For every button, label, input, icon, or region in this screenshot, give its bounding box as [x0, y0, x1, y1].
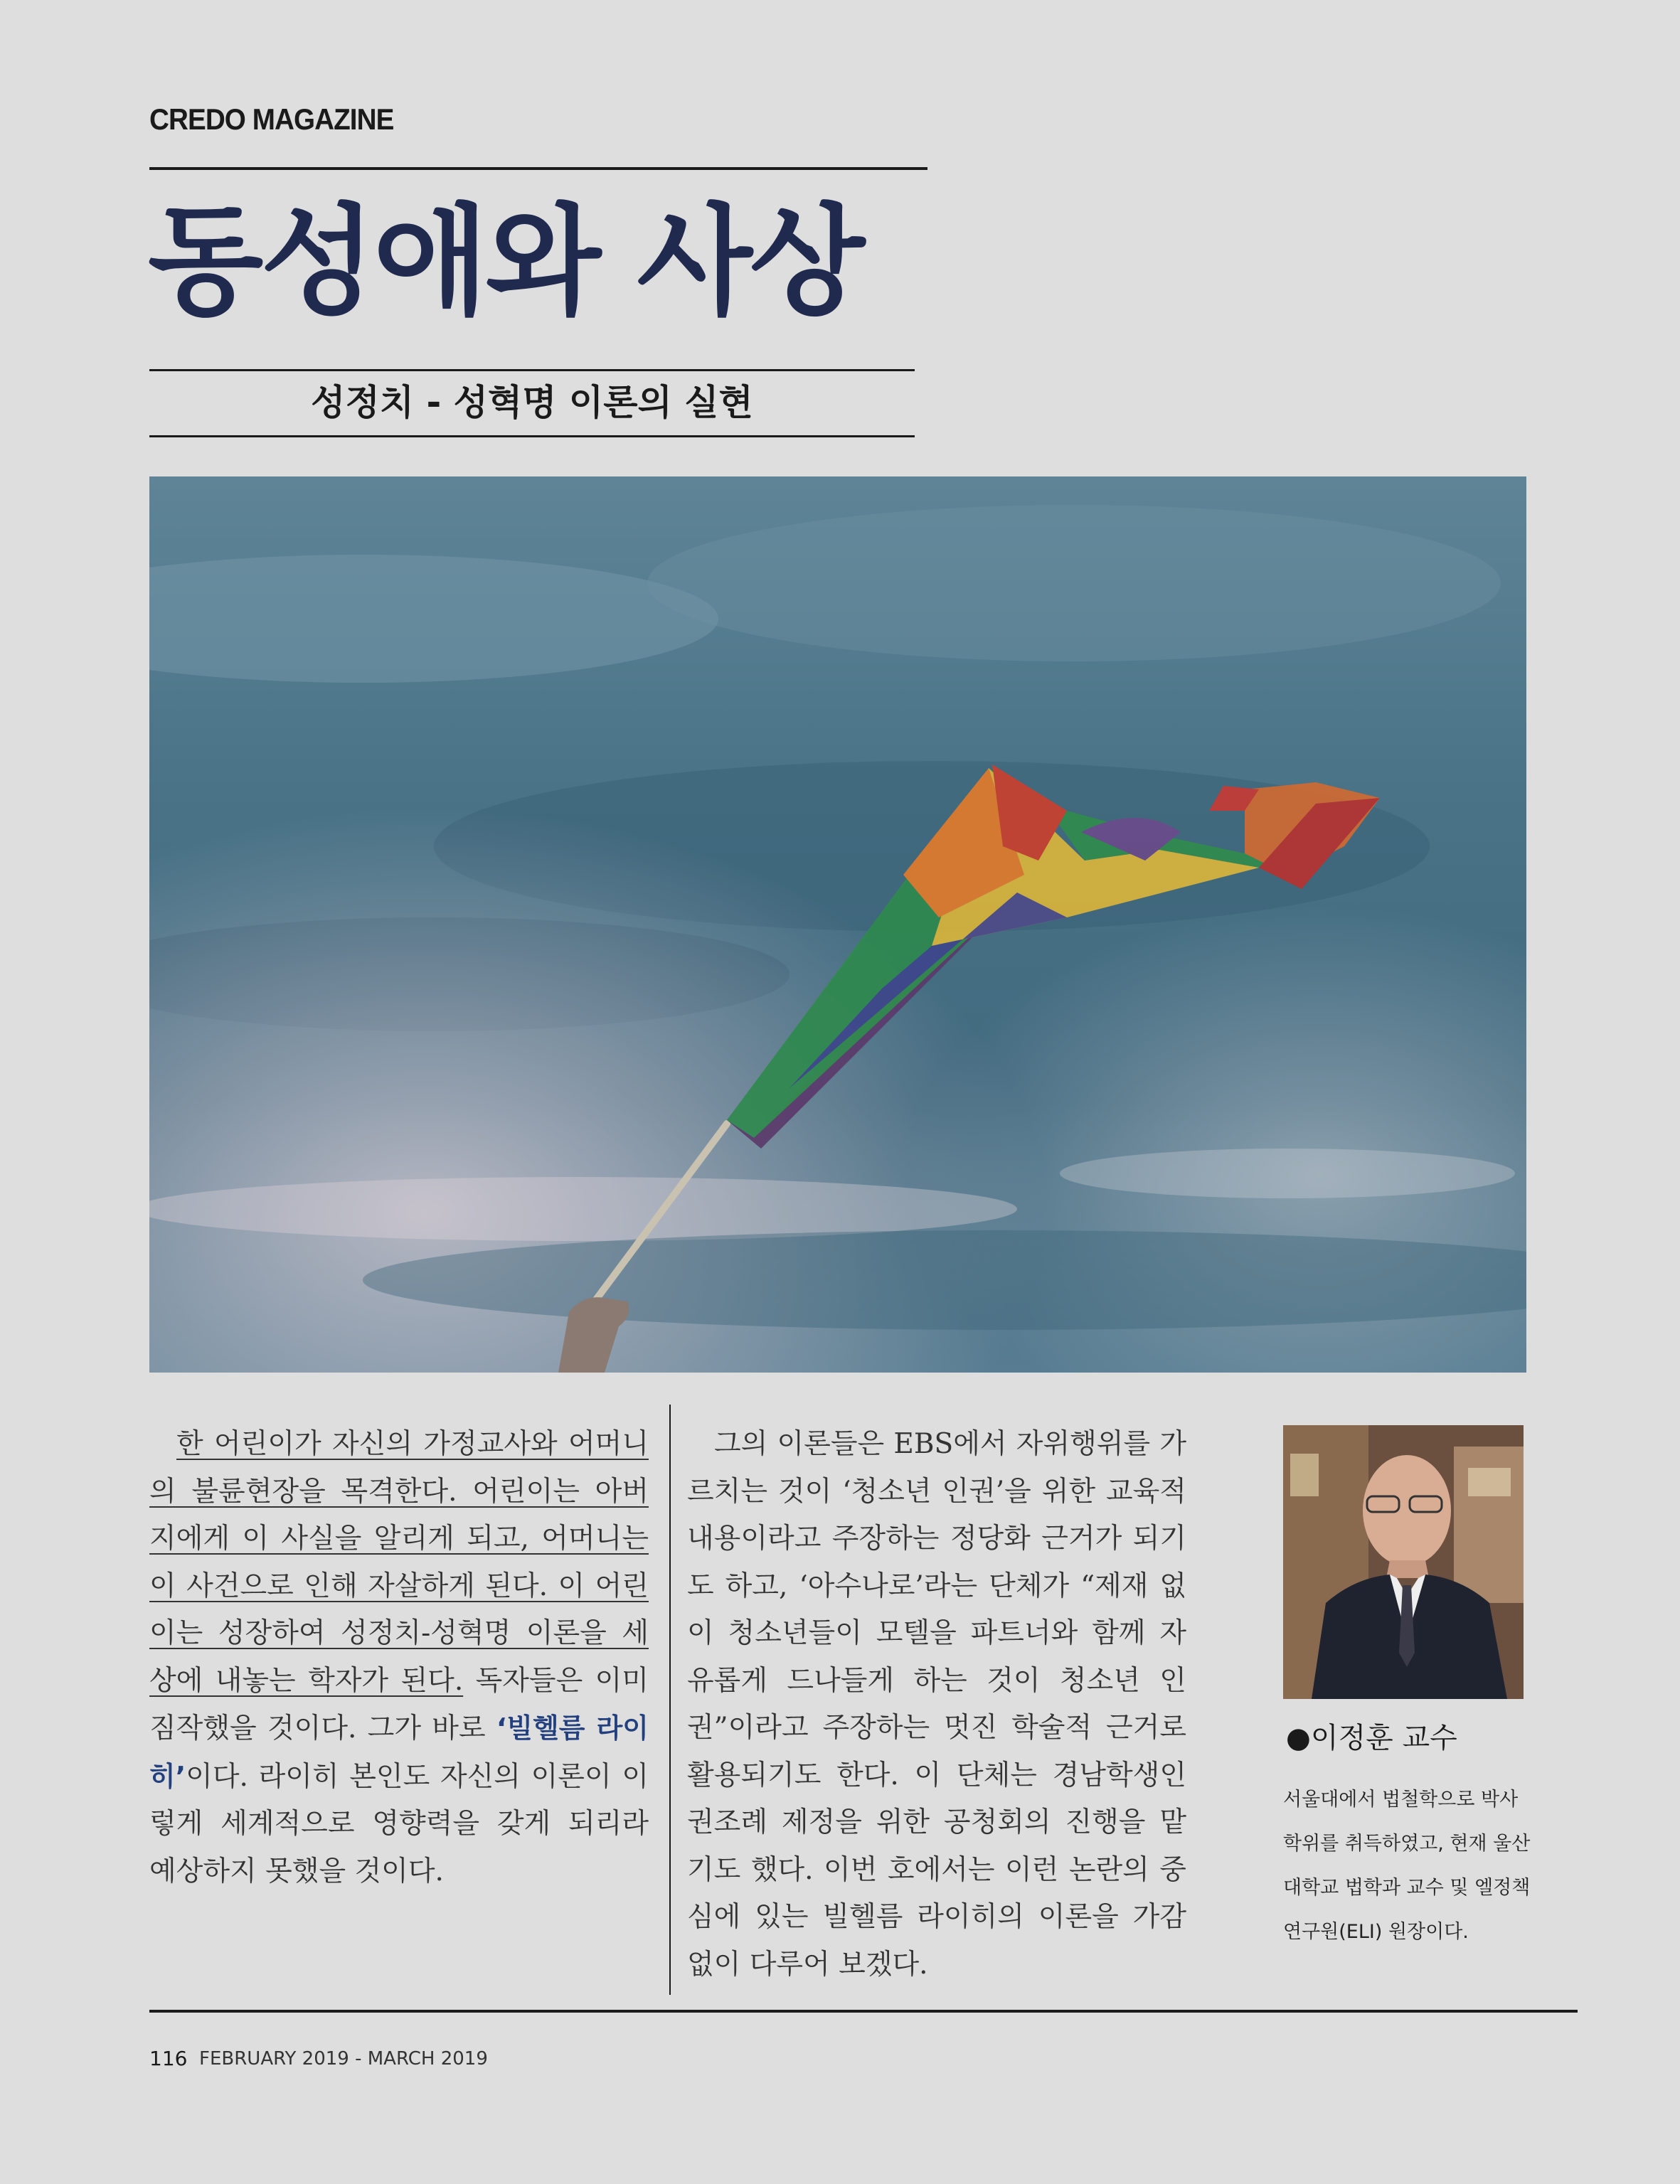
author-portrait [1283, 1425, 1524, 1699]
footer-rule-right [866, 2010, 1578, 2013]
column-divider [669, 1405, 671, 1995]
column-1-text-b: 이다. 라이히 본인도 자신의 이론이 이렇게 세계적으로 영향력을 갖게 되리라 예상하지 못했을 것이다. [149, 1760, 649, 1887]
column-2-paragraph: 그의 이론들은 EBS에서 자위행위를 가르치는 것이 ‘청소년 인권’을 위한 교육적 내용이라고 주장하는 정당화 근거가 되기도 하고, ‘아수나로’라는 단체가 “제재 없이 청소년들이 모텔을 파트너와 함께 자유롭게 드나들게 하는 것이 청소년 인권”이라고 주장하는 멋진 학술적 근거로 활용되기도 한다. 이 단체는 경남학생인권조례 제정을 위한 공청회의 진행을 맡기도 했다. 이번 호에서는 이런 논란의 중심에 있는 빌헬름 라이히의 이론을 가감 없이 다루어 보겠다. [687, 1428, 1186, 1981]
article-column-1 [149, 1421, 649, 1895]
author-bio: 서울대에서 법철학으로 박사학위를 취득하였고, 현재 울산대학교 법학과 교수 및 엘정책연구원(ELI) 원장이다. [1283, 1789, 1531, 1943]
subtitle-top-rule [149, 369, 915, 371]
page-number: 116 [149, 2047, 188, 2070]
article-title: 동성애와 사상 [148, 192, 863, 331]
underlined-intro: 한 어린이가 자신의 가정교사와 어머니의 불륜현장을 목격한다. 어린이는 아버지에게 이 사실을 알리게 되고, 어머니는 이 사건으로 인해 자살하게 된다. 이 어린이는 성장하여 성정치-성혁명 이론을 세상에 내놓는 학자가 된다. [149, 1428, 649, 1697]
title-top-rule [149, 167, 927, 170]
magazine-name: CREDO MAGAZINE [149, 102, 394, 136]
footer-rule [149, 2010, 866, 2013]
highlight-name: ‘빌헬름 라이히’ [149, 1712, 649, 1792]
issue-date: FEBRUARY 2019 - MARCH 2019 [199, 2048, 488, 2070]
article-column-2 [687, 1421, 1186, 1988]
article-subtitle: 성정치 - 성혁명 이론의 실현 [311, 382, 753, 423]
rainbow-flag-photo [149, 476, 1526, 1373]
column-1-paragraph [149, 1421, 649, 1895]
column-1-text-a: 독자들은 이미 짐작했을 것이다. 그가 바로 [149, 1664, 649, 1744]
author-name: ●이정훈 교수 [1286, 1722, 1457, 1754]
subtitle-bottom-rule [149, 435, 915, 437]
